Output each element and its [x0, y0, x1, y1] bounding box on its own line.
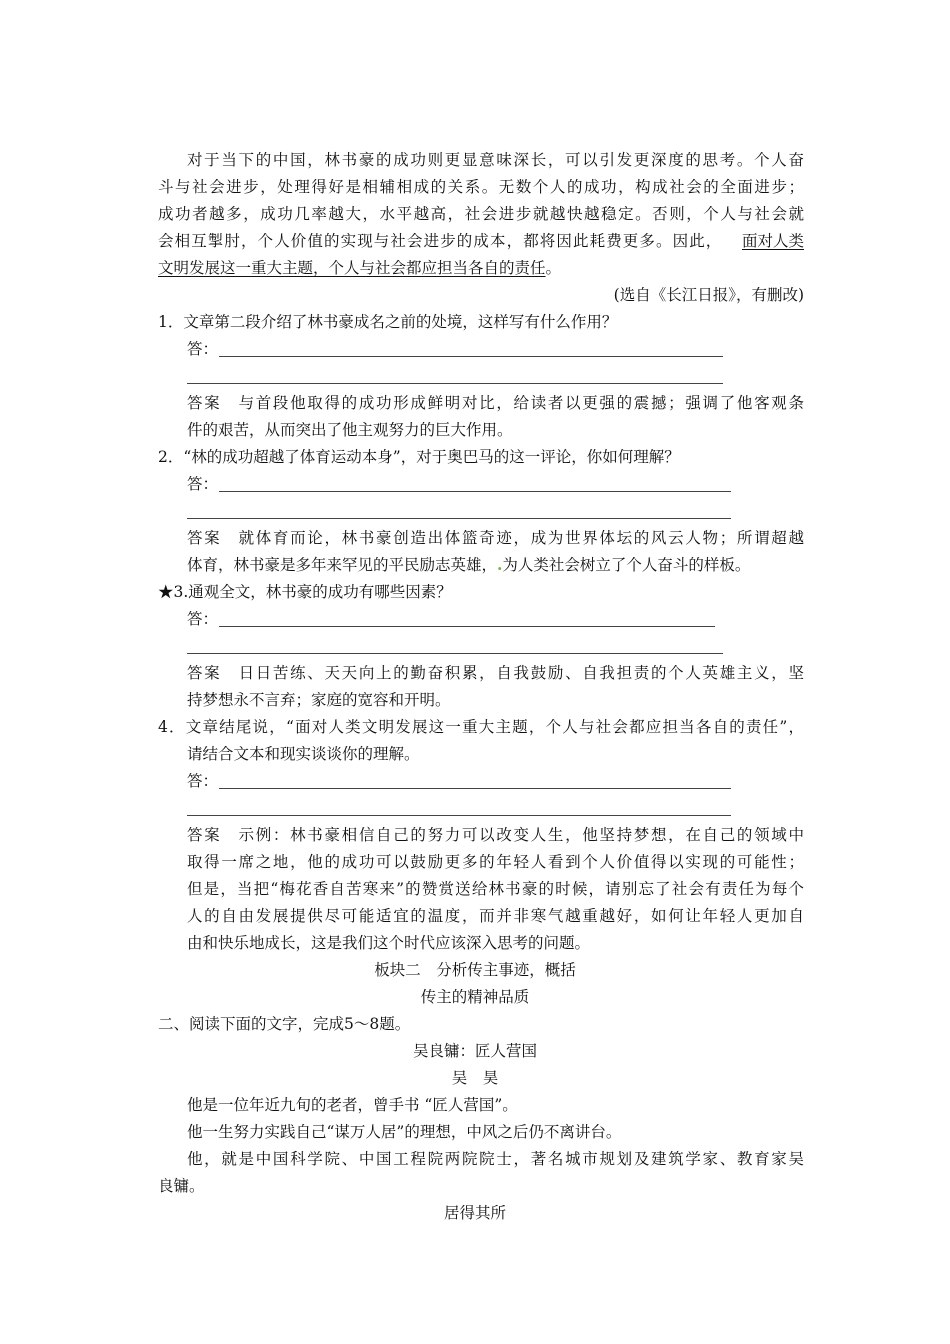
- passage-line: 对于当下的中国，林书豪的成功则更显意味深长，可以引发更深度的思考。个人奋: [187, 151, 804, 169]
- answer-prompt: 答：: [187, 610, 219, 628]
- answer-prompt: 答：: [187, 772, 219, 790]
- answer-text: 体育，林书豪是多年来罕见的平民励志英雄，: [187, 556, 498, 574]
- answer-4-line: 人的自由发展提供尽可能适宜的温度，而并非寒气越重越好，如何让年轻人更加自: [187, 907, 804, 925]
- answer-text: 日日苦练、天天向上的勤奋积累，自我鼓励、自我担责的个人英雄主义，坚: [238, 664, 804, 682]
- paragraph: 他，就是中国科学院、中国工程院两院院士，著名城市规划及建筑学家、教育家吴: [187, 1150, 804, 1168]
- answer-4-line: [187, 825, 804, 845]
- passage-line: [158, 231, 804, 251]
- answer-text: 示例：林书豪相信自己的努力可以改变人生，他坚持梦想，在自己的领域中: [238, 826, 804, 844]
- article-author: 吴 昊: [451, 1069, 499, 1087]
- answer-blank-line[interactable]: [187, 518, 731, 519]
- passage-line: 成功者越多，成功几率越大，水平越高，社会进步就越快越稳定。否则，个人与社会就: [158, 205, 804, 223]
- answer-2-line: [187, 528, 804, 548]
- answer-blank-line[interactable]: [187, 653, 723, 654]
- answer-blank-line[interactable]: [219, 788, 731, 789]
- paragraph: 他一生努力实践自己“谋万人居”的理想，中风之后仍不离讲台。: [187, 1123, 622, 1141]
- answer-prompt: 答：: [187, 475, 219, 493]
- underlined-phrase: 面对人类: [741, 232, 804, 250]
- question-1: 1．文章第二段介绍了林书豪成名之前的处境，这样写有什么作用？: [158, 313, 618, 331]
- answer-2-line: [187, 555, 750, 575]
- answer-blank-line[interactable]: [219, 491, 731, 492]
- answer-3-line: 持梦想永不言弃；家庭的宽容和开明。: [187, 691, 451, 709]
- answer-3-line: [187, 663, 804, 683]
- passage-line: 斗与社会进步，处理得好是相辅相成的关系。无数个人的成功，构成社会的全面进步；: [158, 178, 804, 196]
- passage-text: 会相互掣肘，个人价值的实现与社会进步的成本，都将因此耗费更多。因此，: [158, 232, 723, 250]
- paragraph: 他是一位年近九旬的老者，曾手书 “匠人营国”。: [187, 1096, 518, 1114]
- question-2: 2．“林的成功超越了体育运动本身”，对于奥巴马的这一评论，你如何理解？: [158, 448, 680, 466]
- answer-label: 答案: [187, 394, 222, 412]
- underlined-phrase: 文明发展这一重大主题，个人与社会都应担当各自的责任: [158, 259, 546, 277]
- answer-blank-line[interactable]: [187, 815, 731, 816]
- passage-line: [158, 258, 561, 278]
- answer-blank-line[interactable]: [219, 626, 715, 627]
- section-heading: 传主的精神品质: [420, 988, 530, 1006]
- answer-label: 答案: [187, 664, 222, 682]
- answer-blank-line[interactable]: [187, 383, 723, 384]
- paragraph: 良镛。: [158, 1177, 205, 1195]
- answer-text: 就体育而论，林书豪创造出体篮奇迹，成为世界体坛的风云人物；所谓超越: [238, 529, 804, 547]
- answer-4-line: 由和快乐地成长，这是我们这个时代应该深入思考的问题。: [187, 934, 591, 952]
- answer-1-line: [187, 393, 804, 413]
- subheading: 居得其所: [443, 1204, 506, 1222]
- question-3: ★3.通观全文，林书豪的成功有哪些因素？: [158, 583, 452, 601]
- section-heading: 板块二 分析传主事迹，概括: [374, 961, 576, 979]
- article-title: 吴良镛：匠人营国: [412, 1042, 537, 1060]
- answer-text: 为人类社会树立了个人奋斗的样板。: [502, 556, 751, 574]
- question-4: 4．文章结尾说，“面对人类文明发展这一重大主题，个人与社会都应担当各自的责任”，: [158, 718, 804, 736]
- answer-4-line: 取得一席之地，他的成功可以鼓励更多的年轻人看到个人价值得以实现的可能性；: [187, 853, 804, 871]
- answer-4-line: 但是，当把“梅花香自苦寒来”的赞赏送给林书豪的时候，请别忘了社会有责任为每个: [187, 880, 804, 898]
- answer-prompt: 答：: [187, 340, 219, 358]
- stray-mark: .: [497, 555, 503, 574]
- section-instruction: 二、阅读下面的文字，完成5～8题。: [158, 1015, 411, 1033]
- answer-label: 答案: [187, 826, 222, 844]
- answer-1-line: 件的艰苦，从而突出了他主观努力的巨大作用。: [187, 421, 513, 439]
- answer-blank-line[interactable]: [219, 356, 723, 357]
- answer-text: 与首段他取得的成功形成鲜明对比，给读者以更强的震撼；强调了他客观条: [238, 394, 804, 412]
- source-citation: (选自《长江日报》，有删改): [613, 286, 804, 304]
- punctuation: 。: [545, 259, 562, 277]
- question-4-cont: 请结合文本和现实谈谈你的理解。: [187, 745, 420, 763]
- answer-label: 答案: [187, 529, 222, 547]
